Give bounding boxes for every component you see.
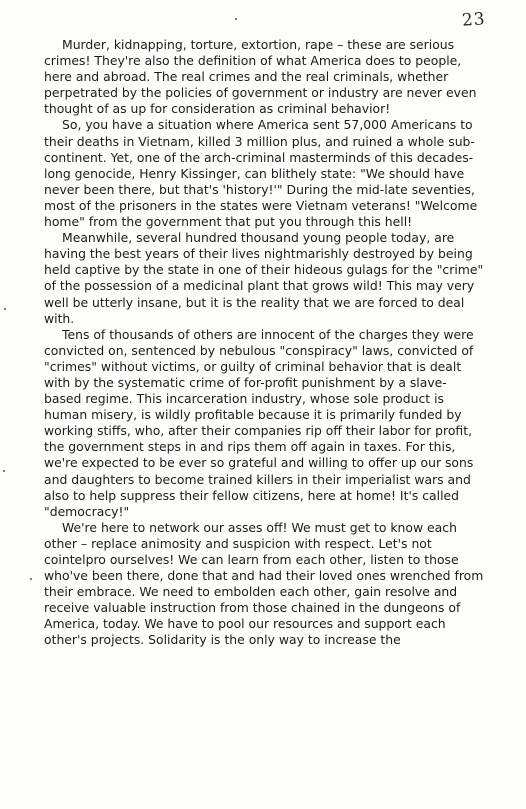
paragraph: We're here to network our asses off! We must get to know each other – replace animosity and suspicion with respect. Let's not cointelpro ourselves! We can learn from each other, listen to those who've been there, done that and had their loved ones wrenched from their embrace. We need to embolden each other, gain resolve and receive valuable instruction from those chained in the dungeons of America, today. We have to pool our resources and support each other's projects. Solidarity is the only way to increase the (44, 519, 484, 648)
paragraph: Meanwhile, several hundred thousand young people today, are having the best years of their lives nightmarishly destroyed by being held captive by the state in one of their hideous gulags for the "crime" of the possession of a medicinal plant that grows wild! This may very well be utterly insane, but it is the reality that we are forced to deal with. (44, 230, 484, 326)
paragraph: Murder, kidnapping, torture, extortion, rape – these are serious crimes! They're also the definition of what America does to people, here and abroad. The real crimes and the real criminals, whether perpetrated by the policies of government or industry are never even thought of as up for consideration as criminal behavior! (44, 37, 477, 117)
scan-speck (3, 470, 5, 472)
scan-speck (4, 308, 6, 310)
paragraph: Tens of thousands of others are innocent of the charges they were convicted on, sentenced by nebulous "conspiracy" laws, convicted of "crimes" without victims, or guilty of criminal behavior that is dealt with by the systematic crime of for-profit punishment by a slave-based regime. This incarceration industry, whose sole product is human misery, is wildly profitable because it is primarily funded by working stiffs, who, after their companies rip off their labor for profit, the government steps in and rips them off again in taxes. For this, we're expected to be ever so grateful and willing to offer up our sons and daughters to become trained killers in their imperialist wars and also to help suppress their fellow citizens, here at home! It's called "democracy!" (44, 326, 474, 519)
scan-speck (30, 578, 32, 580)
page-number: 23 (461, 9, 487, 31)
paragraph: So, you have a situation where America sent 57,000 Americans to their deaths in Vietnam, killed 3 million plus, and ruined a whole sub-continent. Yet, one of the arch-criminal masterminds of this decades-long genocide, Henry Kissinger, can blithely state: "We should have never been there, but that's 'history!'" During the mid-late seventies, most of the prisoners in the states were Vietnam veterans! "Welcome home" from the government that put you through this hell! (44, 117, 478, 230)
body-text (44, 37, 484, 649)
scan-speck (235, 18, 237, 20)
